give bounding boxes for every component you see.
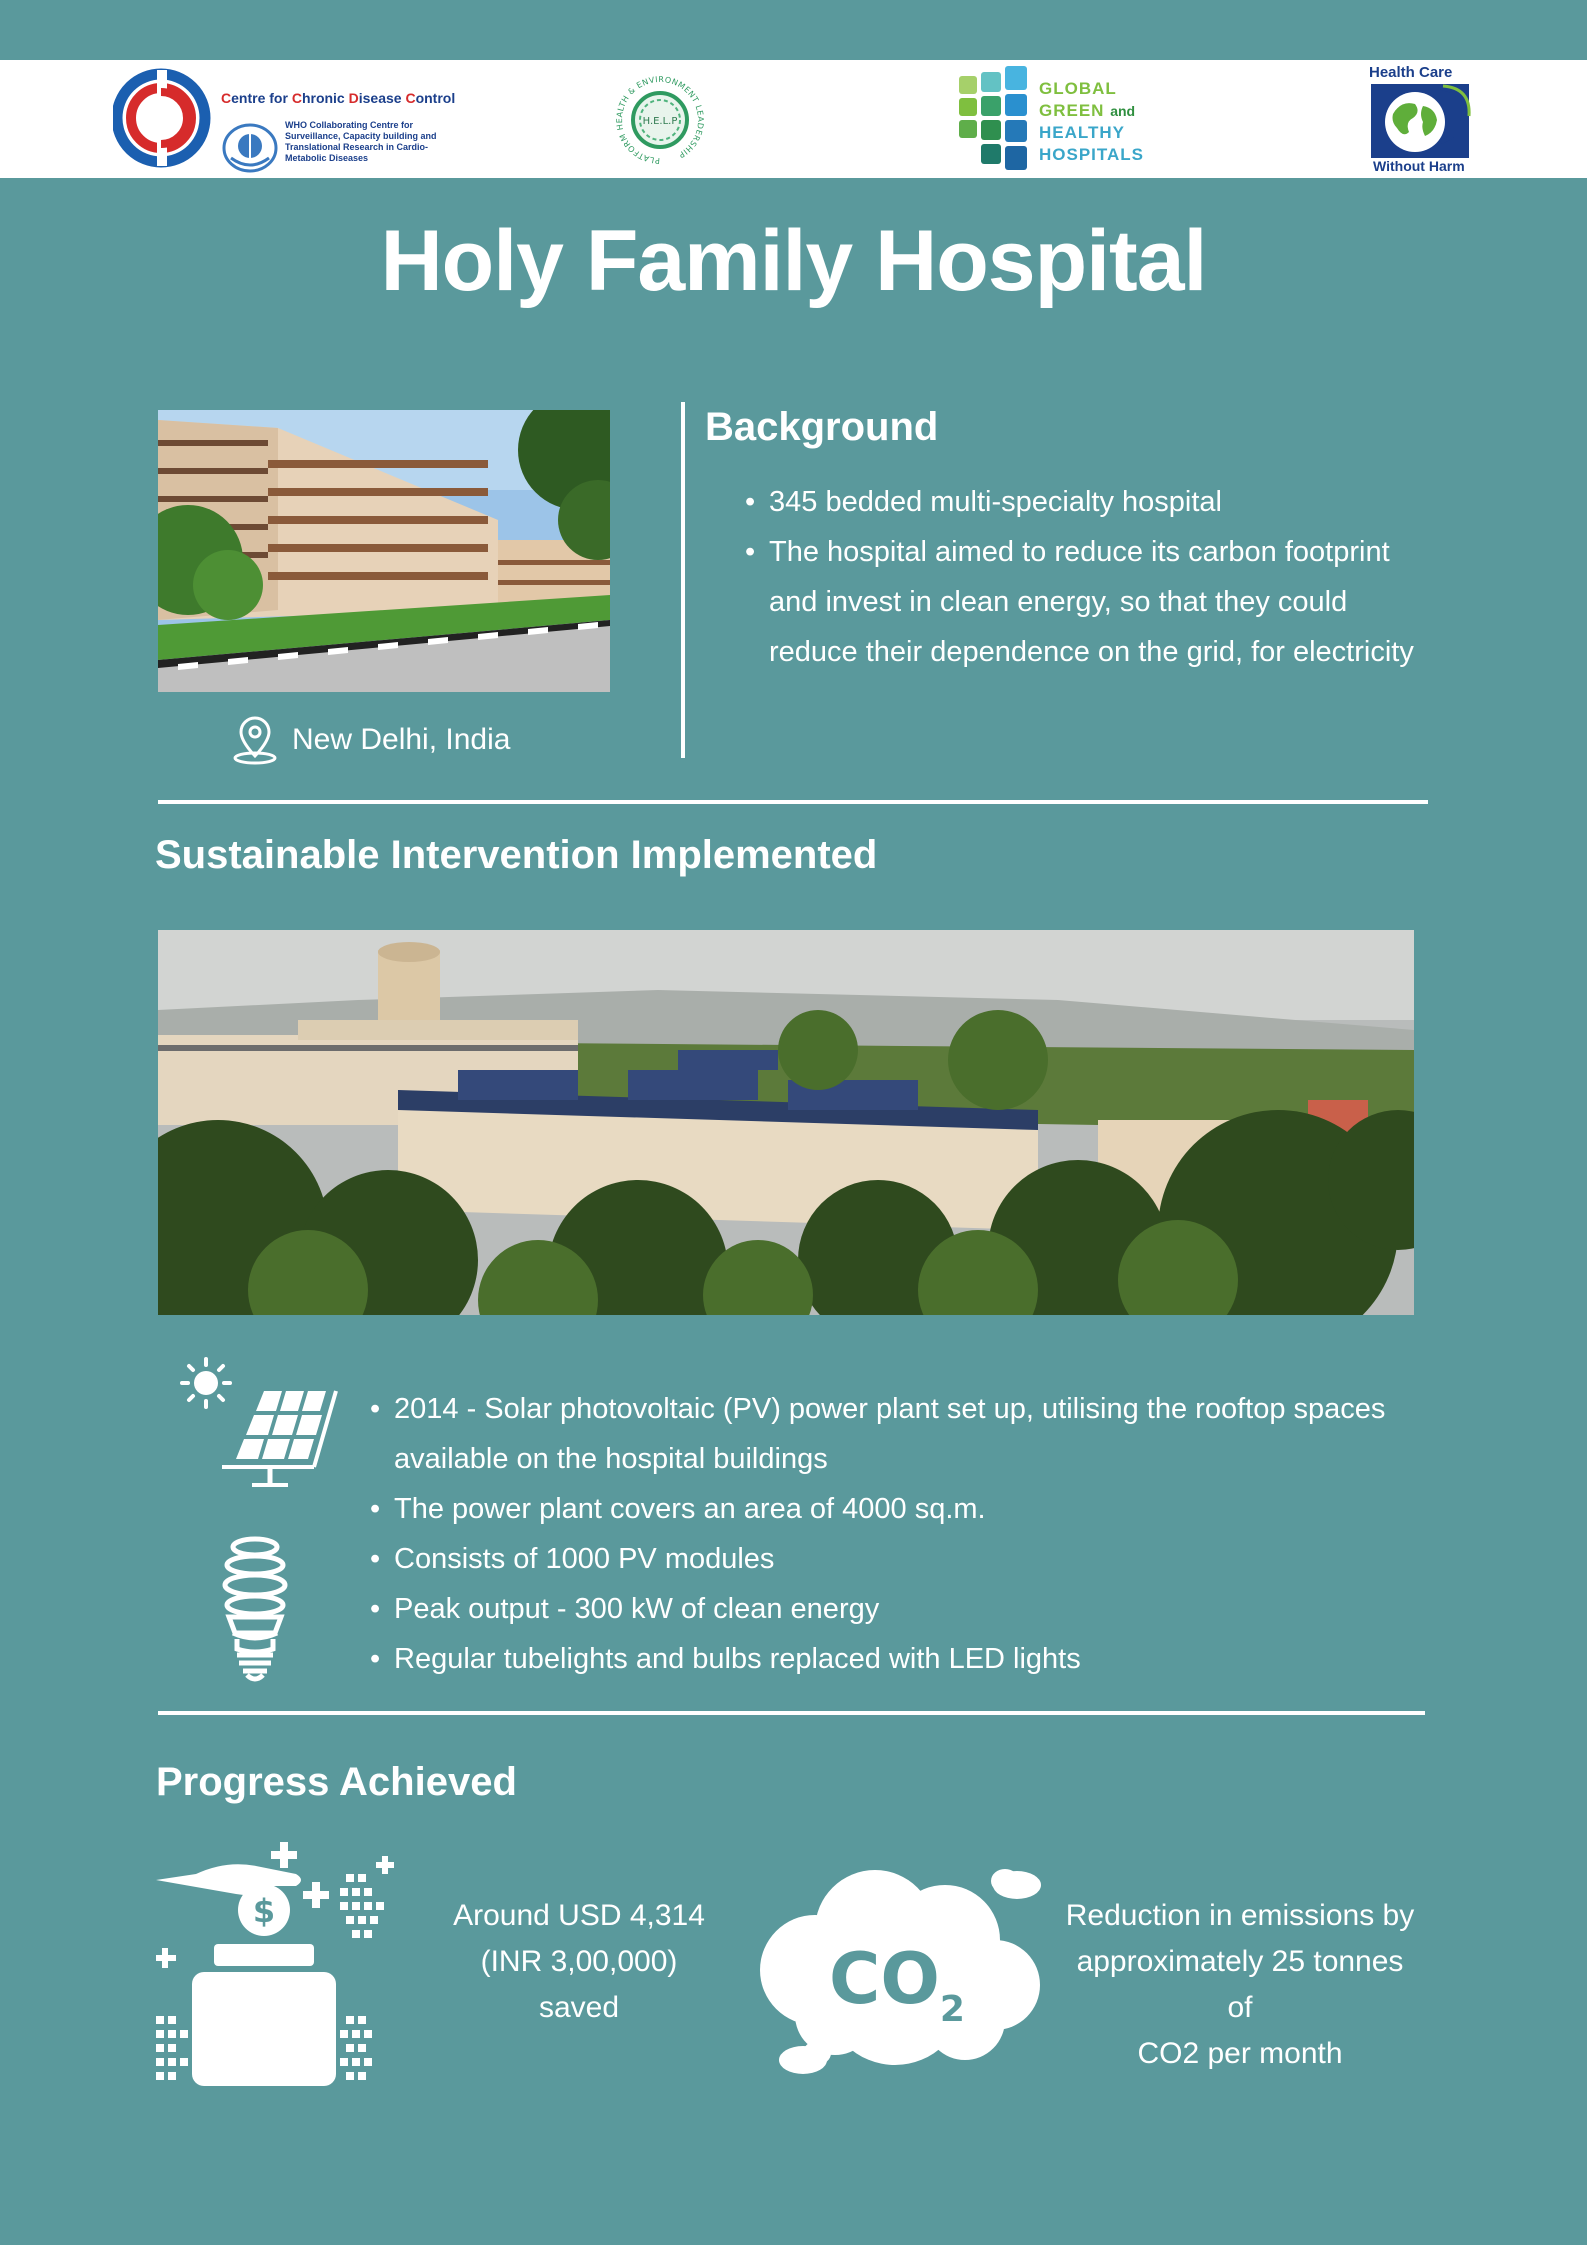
money-jar-icon [156,1840,406,2090]
savings-line: (INR 3,00,000) [480,1945,678,1978]
solar-rooftop-photo [158,930,1414,1315]
vertical-divider [681,402,685,758]
intervention-list [370,1384,1420,1684]
list-item: • Peak output - 300 kW of clean energy [370,1584,1420,1634]
ccdc-emblem-icon [113,62,213,174]
who-emblem-icon [221,122,279,174]
help-center-text: H.E.L.P [642,116,678,127]
ccdc-subtitle: WHO Collaborating Centre for Surveillance, Capacity building and Translational Research in Cardio-Metabolic Diseases [285,120,437,163]
savings-stat [448,1893,710,2031]
solar-panel-icon [178,1355,338,1515]
list-item: • The hospital aimed to reduce its carbon footprint and invest in clean energy, so that they could reduce their dependence on the grid, for electricity [745,527,1435,677]
ccdc-title: Centre for Chronic Disease Control [221,90,456,106]
logo-bar [0,60,1587,178]
list-item: • The power plant covers an area of 4000 sq.m. [370,1484,1420,1534]
ccdc-logo [113,60,456,178]
progress-heading: Progress Achieved [156,1760,517,1804]
led-bulb-icon [215,1535,295,1687]
list-item: • 2014 - Solar photovoltaic (PV) power plant set up, utilising the rooftop spaces available on the hospital buildings [370,1384,1420,1484]
help-ring-text: PLATFORM HEALTH & ENVIRONMENT LEADERSHIP [615,74,706,166]
hcwh-top-text: Health Care [1369,64,1453,81]
co2-cloud-icon [745,1855,1055,2085]
page-title: Holy Family Hospital [380,213,1207,309]
gghh-grid-icon [955,66,1031,174]
hcwh-logo [1365,64,1485,176]
background-heading: Background [705,405,939,449]
emissions-line: Reduction in emissions by [1065,1899,1415,1932]
globe-stethoscope-icon [1371,84,1475,158]
help-emblem-icon [605,68,715,172]
savings-line: saved [538,1991,620,2024]
savings-line: Around USD 4,314 [453,1899,705,1932]
gghh-wordmark: GLOBAL GREEN and HEALTHY HOSPITALS [1039,79,1145,164]
list-item: • Regular tubelights and bulbs replaced with LED lights [370,1634,1420,1684]
list-item: • 345 bedded multi-specialty hospital [745,477,1435,527]
section-divider [158,800,1428,804]
co2-text: $CO_2$ [829,1938,965,2030]
section-divider [158,1711,1425,1715]
location-text: New Delhi, India [292,723,511,756]
gghh-logo [955,66,1165,174]
location [232,712,510,768]
list-item: • Consists of 1000 PV modules [370,1534,1420,1584]
intervention-heading: Sustainable Intervention Implemented [155,833,878,877]
emissions-line: CO2 per month [1137,2037,1343,2070]
background-list [745,477,1435,677]
emissions-line: approximately 25 tonnes of [1076,1945,1404,2024]
hcwh-bottom-text: Without Harm [1373,158,1465,174]
help-logo [605,68,715,172]
svg-text:$: $ [252,1892,276,1930]
emissions-stat [1060,1893,1420,2077]
hospital-building-photo [158,410,610,692]
map-pin-icon [232,714,278,766]
